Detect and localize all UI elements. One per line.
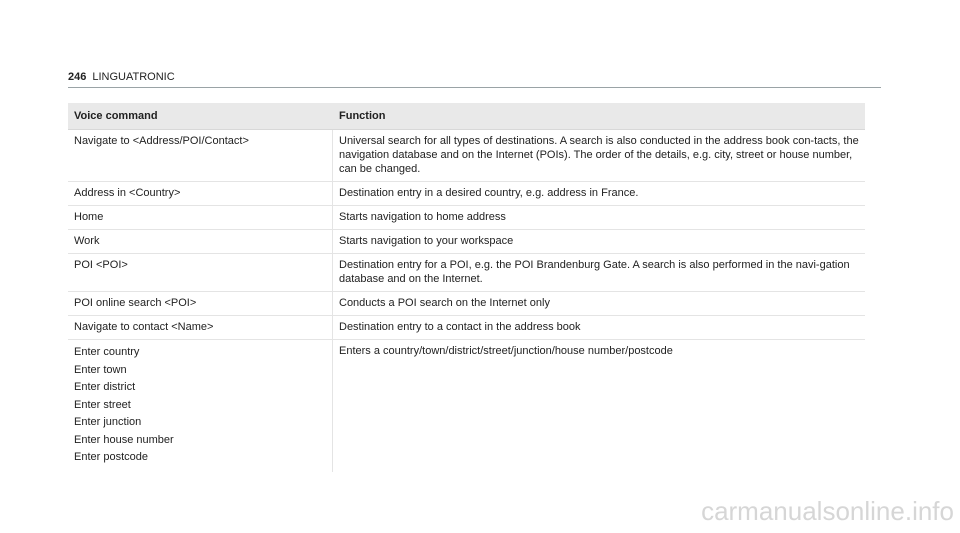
watermark: carmanualsonline.info	[701, 496, 954, 526]
voice-command-cell: POI online search <POI>	[68, 292, 333, 315]
function-cell: Universal search for all types of destinations. A search is also conducted in the address book con-tacts, the navigation database and on the Internet (POIs). The order of the details, e.g. city, street or house number, can be changed.	[339, 135, 859, 175]
voice-command-line: Enter district	[74, 381, 136, 393]
header-divider	[68, 87, 881, 88]
voice-command-cell: Address in <Country>	[68, 182, 333, 205]
table-row	[68, 316, 865, 340]
voice-command-table	[68, 103, 865, 472]
voice-command-cell	[68, 340, 333, 472]
table-row	[68, 206, 865, 230]
table-row	[68, 292, 865, 316]
page-number: 246	[68, 71, 87, 83]
table-row	[68, 254, 865, 292]
function-cell: Destination entry in a desired country, e.g. address in France.	[339, 187, 639, 199]
voice-command-line: Enter house number	[74, 433, 174, 446]
function-cell: Destination entry to a contact in the address book	[339, 321, 581, 333]
voice-command-line: Enter town	[74, 363, 127, 376]
table-row	[68, 340, 865, 472]
column-header-voice-command: Voice command	[68, 103, 333, 129]
voice-command-line: Enter postcode	[74, 451, 148, 463]
table-row	[68, 182, 865, 206]
voice-command-cell: Navigate to <Address/POI/Contact>	[68, 130, 333, 181]
function-cell: Conducts a POI search on the Internet only	[339, 297, 550, 309]
voice-command-line: Enter junction	[74, 416, 142, 428]
page-header	[68, 71, 175, 85]
function-cell: Starts navigation to home address	[339, 211, 506, 223]
function-cell: Destination entry for a POI, e.g. the POI Brandenburg Gate. A search is also performed in the navi-gation database and on the Internet.	[339, 259, 850, 285]
voice-command-cell: Navigate to contact <Name>	[68, 316, 333, 339]
section-title: LINGUATRONIC	[92, 71, 175, 83]
voice-command-cell: POI <POI>	[68, 254, 333, 291]
column-header-function: Function	[339, 110, 386, 122]
voice-command-cell: Work	[68, 230, 333, 253]
table-row	[68, 130, 865, 182]
voice-command-cell: Home	[68, 206, 333, 229]
function-cell: Enters a country/town/district/street/junction/house number/postcode	[339, 345, 673, 357]
table-header-row	[68, 103, 865, 130]
voice-command-line: Enter street	[74, 398, 131, 411]
voice-command-line: Enter country	[74, 346, 140, 358]
function-cell: Starts navigation to your workspace	[339, 235, 514, 247]
table-row	[68, 230, 865, 254]
